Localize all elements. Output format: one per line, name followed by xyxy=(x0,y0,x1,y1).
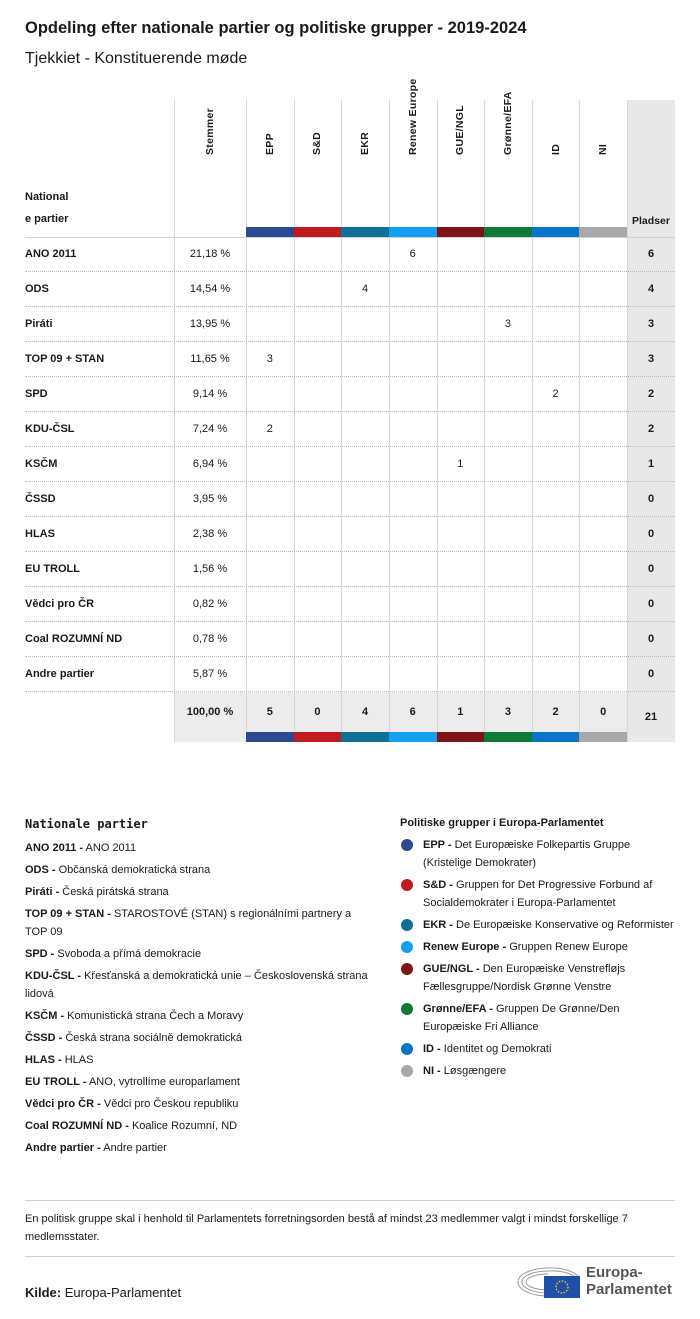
party-name: Vědci pro ČR xyxy=(25,598,95,610)
group-seats xyxy=(341,482,389,517)
party-name: SPD xyxy=(25,388,48,400)
group-color-bar xyxy=(532,227,580,237)
group-legend-item xyxy=(400,1040,680,1058)
group-seats xyxy=(294,377,342,412)
party-full-name: Česká strana sociálně demokratická xyxy=(65,1032,243,1044)
party-name: Andre partier xyxy=(25,668,95,680)
total-seats: 3 xyxy=(647,318,655,330)
group-color-bar xyxy=(341,227,389,237)
group-color-bar-bottom xyxy=(294,732,342,742)
party-legend-item xyxy=(25,861,375,879)
party-full-name: ANO, vytrollíme europarlament xyxy=(88,1076,240,1088)
group-seats xyxy=(532,272,580,307)
total-seats: 0 xyxy=(647,598,655,610)
group-seats xyxy=(294,517,342,552)
party-legend-item xyxy=(25,1139,375,1157)
total-seats: 2 xyxy=(647,388,655,400)
group-total-seats: 4 xyxy=(362,706,369,718)
total-seats: 0 xyxy=(647,668,655,680)
group-header-label: Renew Europe xyxy=(406,78,419,155)
group-seats xyxy=(437,552,485,587)
group-seats xyxy=(437,482,485,517)
group-seats xyxy=(437,272,485,307)
group-color-dot-icon xyxy=(401,919,413,931)
group-total-seats: 3 xyxy=(504,706,511,718)
table-row xyxy=(25,517,675,552)
group-abbr: EPP - xyxy=(423,839,452,851)
party-abbr: ANO 2011 - xyxy=(25,842,84,854)
party-legend-title: Nationale partier xyxy=(25,817,148,831)
group-total-seats: 0 xyxy=(600,706,607,718)
party-abbr: ODS - xyxy=(25,864,56,876)
group-seats xyxy=(341,307,389,342)
group-header xyxy=(532,100,580,237)
source-label: Kilde: xyxy=(25,1285,62,1300)
group-full-name: Løsgængere xyxy=(443,1065,507,1077)
group-seats xyxy=(532,552,580,587)
group-seats xyxy=(389,482,437,517)
party-abbr: HLAS - xyxy=(25,1054,62,1066)
page-title: Opdeling efter nationale partier og politiske grupper - 2019-2024 xyxy=(25,19,527,37)
group-seats xyxy=(246,272,294,307)
group-seats xyxy=(389,622,437,657)
vote-share: 9,14 % xyxy=(192,388,228,400)
group-color-bar xyxy=(437,227,485,237)
table-row xyxy=(25,237,675,272)
group-full-name: Identitet og Demokrati xyxy=(443,1043,552,1055)
total-vote-share: 100,00 % xyxy=(186,706,234,718)
group-color-bar xyxy=(389,227,437,237)
group-seats xyxy=(341,447,389,482)
group-seats xyxy=(579,342,627,377)
hemicycle-icon xyxy=(514,1262,582,1300)
group-seats xyxy=(294,412,342,447)
party-legend-item xyxy=(25,1073,375,1091)
group-seats xyxy=(484,412,532,447)
votes-header-label: Stemmer xyxy=(204,107,216,155)
party-name: Piráti xyxy=(25,318,53,330)
party-abbr: Piráti - xyxy=(25,886,60,898)
table-row xyxy=(25,412,675,447)
group-seats xyxy=(532,482,580,517)
group-seats xyxy=(294,587,342,622)
group-seats xyxy=(484,272,532,307)
group-total-seats: 6 xyxy=(409,706,416,718)
party-full-name: STAROSTOVÉ (STAN) s regionálními partnery a TOP 09 xyxy=(25,908,352,938)
party-full-name: Česká pirátská strana xyxy=(62,886,169,898)
party-legend-item xyxy=(25,945,375,963)
group-header-label: NI xyxy=(597,143,610,155)
group-abbr: S&D - xyxy=(423,879,453,891)
vote-share: 0,78 % xyxy=(192,633,228,645)
table-row xyxy=(25,377,675,412)
group-abbr: EKR - xyxy=(423,919,453,931)
group-seats xyxy=(246,657,294,692)
group-seats xyxy=(437,342,485,377)
group-seats xyxy=(294,657,342,692)
group-legend-item xyxy=(400,960,680,996)
group-total-seats: 5 xyxy=(266,706,273,718)
party-legend-item xyxy=(25,1051,375,1069)
total-seats: 3 xyxy=(647,353,655,365)
group-color-bar-bottom xyxy=(484,732,532,742)
group-seats: 3 xyxy=(504,318,511,330)
party-name: ČSSD xyxy=(25,493,56,505)
party-full-name: Svoboda a přímá demokracie xyxy=(57,948,202,960)
group-color-bar-bottom xyxy=(389,732,437,742)
total-seats: 0 xyxy=(647,493,655,505)
group-full-name: De Europæiske Konservative og Reformister xyxy=(456,919,674,931)
party-abbr: KDU-ČSL - xyxy=(25,970,82,982)
source-value: Europa-Parlamentet xyxy=(64,1285,182,1300)
page-subtitle: Tjekkiet - Konstituerende møde xyxy=(25,50,248,67)
group-seats xyxy=(579,237,627,272)
group-legend-item xyxy=(400,1000,680,1036)
total-seats: 0 xyxy=(647,563,655,575)
party-legend-item xyxy=(25,883,375,901)
group-color-dot-icon xyxy=(401,941,413,953)
group-full-name: Gruppen De Grønne/Den Europæiske Fri Alliance xyxy=(423,1003,620,1033)
seats-header-label: Pladser xyxy=(632,215,670,227)
party-abbr: EU TROLL - xyxy=(25,1076,87,1088)
group-seats: 3 xyxy=(266,353,273,365)
group-header-label: EPP xyxy=(263,133,276,155)
group-seats xyxy=(389,447,437,482)
party-legend-item xyxy=(25,905,375,941)
group-seats xyxy=(341,237,389,272)
vote-share: 5,87 % xyxy=(192,668,228,680)
total-seats: 4 xyxy=(647,283,655,295)
group-seats xyxy=(579,482,627,517)
group-seats xyxy=(341,412,389,447)
group-abbr: Grønne/EFA - xyxy=(423,1003,493,1015)
group-seats xyxy=(579,657,627,692)
group-seats xyxy=(579,307,627,342)
party-name: EU TROLL xyxy=(25,563,80,575)
group-seats xyxy=(246,377,294,412)
party-full-name: HLAS xyxy=(64,1054,94,1066)
group-header xyxy=(294,100,342,237)
group-seats xyxy=(341,377,389,412)
vote-share: 0,82 % xyxy=(192,598,228,610)
group-color-bar-bottom xyxy=(532,732,580,742)
table-row xyxy=(25,587,675,622)
group-color-bar xyxy=(246,227,294,237)
group-seats xyxy=(246,552,294,587)
group-color-dot-icon xyxy=(401,879,413,891)
party-full-name: Vědci pro Českou republiku xyxy=(103,1098,239,1110)
party-abbr: KSČM - xyxy=(25,1010,65,1022)
group-seats xyxy=(579,517,627,552)
group-seats xyxy=(389,377,437,412)
group-full-name: Gruppen Renew Europe xyxy=(509,941,628,953)
party-abbr: Coal ROZUMNÍ ND - xyxy=(25,1120,129,1132)
party-name: ODS xyxy=(25,283,49,295)
group-legend-item xyxy=(400,1062,680,1080)
table-row xyxy=(25,657,675,692)
group-color-bar-bottom xyxy=(246,732,294,742)
group-legend-title: Politiske grupper i Europa-Parlamentet xyxy=(400,817,604,829)
party-header xyxy=(25,100,174,237)
group-seats xyxy=(532,622,580,657)
group-seats xyxy=(294,552,342,587)
group-seats xyxy=(341,657,389,692)
group-abbr: NI - xyxy=(423,1065,441,1077)
group-legend-item xyxy=(400,876,680,912)
group-color-bar-bottom xyxy=(579,732,627,742)
group-seats xyxy=(294,272,342,307)
total-seats: 1 xyxy=(647,458,655,470)
group-seats xyxy=(484,622,532,657)
party-legend-item xyxy=(25,839,375,857)
party-name: TOP 09 + STAN xyxy=(25,353,105,365)
group-abbr: ID - xyxy=(423,1043,441,1055)
group-seats xyxy=(579,587,627,622)
vote-share: 21,18 % xyxy=(189,248,231,260)
group-color-dot-icon xyxy=(401,1003,413,1015)
group-abbr: GUE/NGL - xyxy=(423,963,480,975)
group-seats xyxy=(484,342,532,377)
group-full-name: Gruppen for Det Progressive Forbund af Socialdemokrater i Europa-Parlamentet xyxy=(423,879,653,909)
group-color-dot-icon xyxy=(401,963,413,975)
group-seats xyxy=(579,412,627,447)
party-abbr: SPD - xyxy=(25,948,55,960)
group-seats xyxy=(437,377,485,412)
group-total-seats: 0 xyxy=(314,706,321,718)
group-seats: 6 xyxy=(409,248,416,260)
group-seats xyxy=(341,622,389,657)
group-seats xyxy=(579,447,627,482)
total-seats: 0 xyxy=(647,633,655,645)
party-name: KDU-ČSL xyxy=(25,423,75,435)
group-full-name: Den Europæiske Venstrefløjs Fællesgruppe/Nordisk Grønne Venstre xyxy=(423,963,626,993)
total-seats: 0 xyxy=(647,528,655,540)
group-seats xyxy=(437,517,485,552)
group-seats xyxy=(532,307,580,342)
group-seats xyxy=(437,307,485,342)
group-total-seats: 2 xyxy=(552,706,559,718)
group-seats xyxy=(294,237,342,272)
group-seats xyxy=(579,377,627,412)
party-full-name: Křesťanská a demokratická unie – Československá strana lidová xyxy=(25,970,368,1000)
group-seats xyxy=(532,657,580,692)
group-seats: 4 xyxy=(362,283,369,295)
party-legend-item xyxy=(25,967,375,1003)
group-seats xyxy=(532,517,580,552)
group-seats xyxy=(437,622,485,657)
group-color-bar-bottom xyxy=(437,732,485,742)
logo-text-line2: Parlamentet xyxy=(586,1281,672,1298)
table-row xyxy=(25,342,675,377)
group-seats xyxy=(246,447,294,482)
group-seats xyxy=(389,517,437,552)
group-seats xyxy=(437,412,485,447)
logo-text-line1: Europa- xyxy=(586,1264,643,1281)
group-seats xyxy=(532,447,580,482)
grand-total-seats: 21 xyxy=(644,711,658,723)
group-seats xyxy=(532,342,580,377)
group-seats xyxy=(484,447,532,482)
party-header-line2: e partier xyxy=(25,213,69,225)
group-legend-item xyxy=(400,916,680,934)
party-full-name: Občanská demokratická strana xyxy=(58,864,211,876)
group-header xyxy=(389,78,437,237)
group-seats xyxy=(246,587,294,622)
group-seats xyxy=(389,587,437,622)
seats-header xyxy=(627,100,675,237)
group-seats xyxy=(294,622,342,657)
group-seats: 2 xyxy=(552,388,559,400)
group-seats xyxy=(484,377,532,412)
europarl-logo xyxy=(514,1262,679,1302)
group-color-bar xyxy=(484,227,532,237)
group-header xyxy=(341,100,389,237)
group-color-bar-bottom xyxy=(341,732,389,742)
party-full-name: ANO 2011 xyxy=(85,842,137,854)
party-name: ANO 2011 xyxy=(25,248,77,260)
group-header-label: S&D xyxy=(311,131,324,155)
group-seats xyxy=(532,412,580,447)
party-header-line1: National xyxy=(25,191,69,203)
group-seats xyxy=(246,517,294,552)
group-legend-item xyxy=(400,938,680,956)
group-seats: 2 xyxy=(266,423,273,435)
group-seats xyxy=(579,272,627,307)
group-seats xyxy=(294,482,342,517)
group-abbr: Renew Europe - xyxy=(423,941,507,953)
total-seats: 2 xyxy=(647,423,655,435)
party-name: HLAS xyxy=(25,528,55,540)
group-seats xyxy=(437,237,485,272)
group-seats xyxy=(437,587,485,622)
group-legend xyxy=(400,817,680,1084)
party-full-name: Komunistická strana Čech a Moravy xyxy=(67,1010,244,1022)
group-full-name: Det Europæiske Folkepartis Gruppe (Kristelige Demokrater) xyxy=(423,839,631,869)
group-seats xyxy=(246,482,294,517)
group-color-bar xyxy=(579,227,627,237)
group-color-dot-icon xyxy=(401,1043,413,1055)
group-seats xyxy=(532,587,580,622)
table-row xyxy=(25,482,675,517)
group-seats xyxy=(484,587,532,622)
group-seats xyxy=(484,237,532,272)
table-row xyxy=(25,622,675,657)
group-header-label: ID xyxy=(549,143,562,155)
group-seats xyxy=(294,342,342,377)
party-legend-item xyxy=(25,1007,375,1025)
party-name: KSČM xyxy=(25,458,58,470)
group-header-label: EKR xyxy=(359,131,372,155)
group-header-label: GUE/NGL xyxy=(454,105,467,155)
table-row xyxy=(25,272,675,307)
group-seats xyxy=(389,342,437,377)
group-color-bar xyxy=(294,227,342,237)
vote-share: 3,95 % xyxy=(192,493,228,505)
party-abbr: TOP 09 + STAN - xyxy=(25,908,111,920)
table-row xyxy=(25,552,675,587)
table-row xyxy=(25,307,675,342)
vote-share: 14,54 % xyxy=(189,283,231,295)
party-legend-item xyxy=(25,1117,375,1135)
group-seats xyxy=(579,622,627,657)
group-seats: 1 xyxy=(457,458,464,470)
votes-header xyxy=(174,100,246,237)
vote-share: 2,38 % xyxy=(192,528,228,540)
group-seats xyxy=(294,447,342,482)
table-row xyxy=(25,447,675,482)
group-seats xyxy=(484,552,532,587)
party-full-name: Koalice Rozumní, ND xyxy=(131,1120,238,1132)
group-seats xyxy=(484,482,532,517)
party-full-name: Andre partier xyxy=(103,1142,167,1154)
group-seats xyxy=(246,237,294,272)
vote-share: 7,24 % xyxy=(192,423,228,435)
party-name: Coal ROZUMNÍ ND xyxy=(25,633,123,645)
group-header-label: Grønne/EFA xyxy=(501,91,514,155)
totals-row xyxy=(25,692,675,732)
group-seats xyxy=(341,587,389,622)
group-seats xyxy=(579,552,627,587)
group-seats xyxy=(484,657,532,692)
group-seats xyxy=(389,552,437,587)
party-legend xyxy=(25,817,375,1161)
source xyxy=(25,1285,181,1300)
group-total-seats: 1 xyxy=(457,706,464,718)
total-seats: 6 xyxy=(647,248,655,260)
group-seats xyxy=(389,307,437,342)
group-seats xyxy=(246,307,294,342)
group-seats xyxy=(294,307,342,342)
group-header xyxy=(579,100,627,237)
group-seats xyxy=(389,412,437,447)
group-seats xyxy=(437,657,485,692)
group-header xyxy=(484,91,532,237)
party-abbr: Andre partier - xyxy=(25,1142,101,1154)
group-seats xyxy=(389,272,437,307)
party-abbr: ČSSD - xyxy=(25,1032,63,1044)
party-legend-item xyxy=(25,1029,375,1047)
group-color-dot-icon xyxy=(401,1065,413,1077)
group-seats xyxy=(532,237,580,272)
vote-share: 13,95 % xyxy=(189,318,231,330)
group-color-dot-icon xyxy=(401,839,413,851)
group-seats xyxy=(341,342,389,377)
group-seats xyxy=(484,517,532,552)
group-header xyxy=(246,100,294,237)
party-abbr: Vědci pro ČR - xyxy=(25,1098,101,1110)
vote-share: 11,65 % xyxy=(190,353,230,365)
group-header xyxy=(437,100,485,237)
group-legend-item xyxy=(400,836,680,872)
vote-share: 6,94 % xyxy=(192,458,228,470)
footnote: En politisk gruppe skal i henhold til Parlamentets forretningsorden bestå af mindst 23 medlemmer valgt i mindst forskellige 7 medlemsstater. xyxy=(25,1200,675,1257)
group-seats xyxy=(341,517,389,552)
group-seats xyxy=(246,622,294,657)
party-legend-item xyxy=(25,1095,375,1113)
group-seats xyxy=(389,657,437,692)
vote-share: 1,56 % xyxy=(192,563,228,575)
group-seats xyxy=(341,552,389,587)
